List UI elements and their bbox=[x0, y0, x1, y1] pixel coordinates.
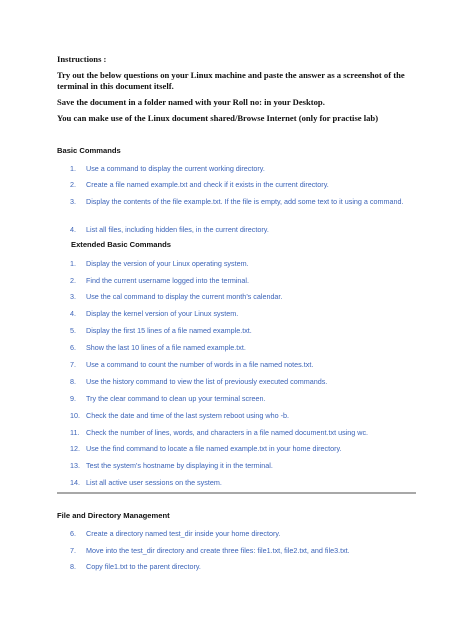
list-item-text: Move into the test_dir directory and create three files: file1.txt, file2.txt, and file3.txt. bbox=[86, 546, 350, 555]
list-item-text: Show the last 10 lines of a file named example.txt. bbox=[86, 343, 246, 352]
list-item-text: List all active user sessions on the system. bbox=[86, 478, 222, 487]
list-item-number: 10. bbox=[70, 411, 80, 420]
list-item-number: 11. bbox=[70, 428, 80, 437]
list-item-number: 8. bbox=[70, 377, 76, 386]
instructions-title: Instructions : bbox=[57, 54, 107, 64]
list-item-number: 5. bbox=[70, 326, 76, 335]
list-item-text: Create a directory named test_dir inside your home directory. bbox=[86, 529, 281, 538]
list-item-number: 7. bbox=[70, 360, 76, 369]
list-item-text: Use a command to count the number of words in a file named notes.txt. bbox=[86, 360, 314, 369]
list-item-text: Display the kernel version of your Linux system. bbox=[86, 309, 239, 318]
list-item-number: 6. bbox=[70, 343, 76, 352]
list-item-number: 13. bbox=[70, 461, 80, 470]
list-item-number: 1. bbox=[70, 164, 76, 173]
instructions-paragraph-2: Save the document in a folder named with your Roll no: in your Desktop. bbox=[57, 97, 325, 107]
list-item-number: 3. bbox=[70, 292, 76, 301]
list-item-text: Use a command to display the current working directory. bbox=[86, 164, 265, 173]
list-item-number: 14. bbox=[70, 478, 80, 487]
list-item-text: Display the contents of the file example.txt. If the file is empty, add some text to it using a command. bbox=[86, 197, 404, 206]
list-item-text: List all files, including hidden files, in the current directory. bbox=[86, 225, 269, 234]
list-item-text: Test the system’s hostname by displaying it in the terminal. bbox=[86, 461, 273, 470]
file-directory-heading: File and Directory Management bbox=[57, 511, 170, 520]
list-item-text: Use the find command to locate a file named example.txt in your home directory. bbox=[86, 444, 342, 453]
list-item-text: Check the number of lines, words, and characters in a file named document.txt using wc. bbox=[86, 428, 369, 437]
list-item-number: 1. bbox=[70, 259, 76, 268]
instructions-paragraph-1: Try out the below questions on your Linux machine and paste the answer as a screenshot of the terminal in this document itself. bbox=[57, 70, 405, 91]
instructions-paragraph-3: You can make use of the Linux document shared/Browse Internet (only for practise lab) bbox=[57, 113, 379, 123]
list-item-number: 6. bbox=[70, 529, 76, 538]
list-item-number: 2. bbox=[70, 180, 76, 189]
list-item-text: Copy file1.txt to the parent directory. bbox=[86, 562, 201, 571]
list-item-number: 7. bbox=[70, 546, 76, 555]
list-item-number: 9. bbox=[70, 394, 76, 403]
list-item-number: 2. bbox=[70, 276, 76, 285]
list-item-number: 4. bbox=[70, 225, 76, 234]
list-item-text: Find the current username logged into the terminal. bbox=[86, 276, 250, 285]
list-item-number: 8. bbox=[70, 562, 76, 571]
list-item-number: 4. bbox=[70, 309, 76, 318]
list-item-number: 3. bbox=[70, 197, 76, 206]
list-item-text: Use the cal command to display the current month’s calendar. bbox=[86, 292, 283, 301]
list-item-text: Check the date and time of the last system reboot using who -b. bbox=[86, 411, 289, 420]
list-item-text: Create a file named example.txt and check if it exists in the current directory. bbox=[86, 180, 329, 189]
list-item-text: Use the history command to view the list of previously executed commands. bbox=[86, 377, 328, 386]
list-item-text: Display the version of your Linux operating system. bbox=[86, 259, 249, 268]
list-item-number: 12. bbox=[70, 444, 80, 453]
list-item-text: Display the first 15 lines of a file named example.txt. bbox=[86, 326, 252, 335]
list-item-text: Try the clear command to clean up your terminal screen. bbox=[86, 394, 266, 403]
horizontal-divider bbox=[57, 492, 416, 494]
extended-commands-heading: Extended Basic Commands bbox=[71, 240, 172, 249]
basic-commands-heading: Basic Commands bbox=[57, 146, 121, 155]
